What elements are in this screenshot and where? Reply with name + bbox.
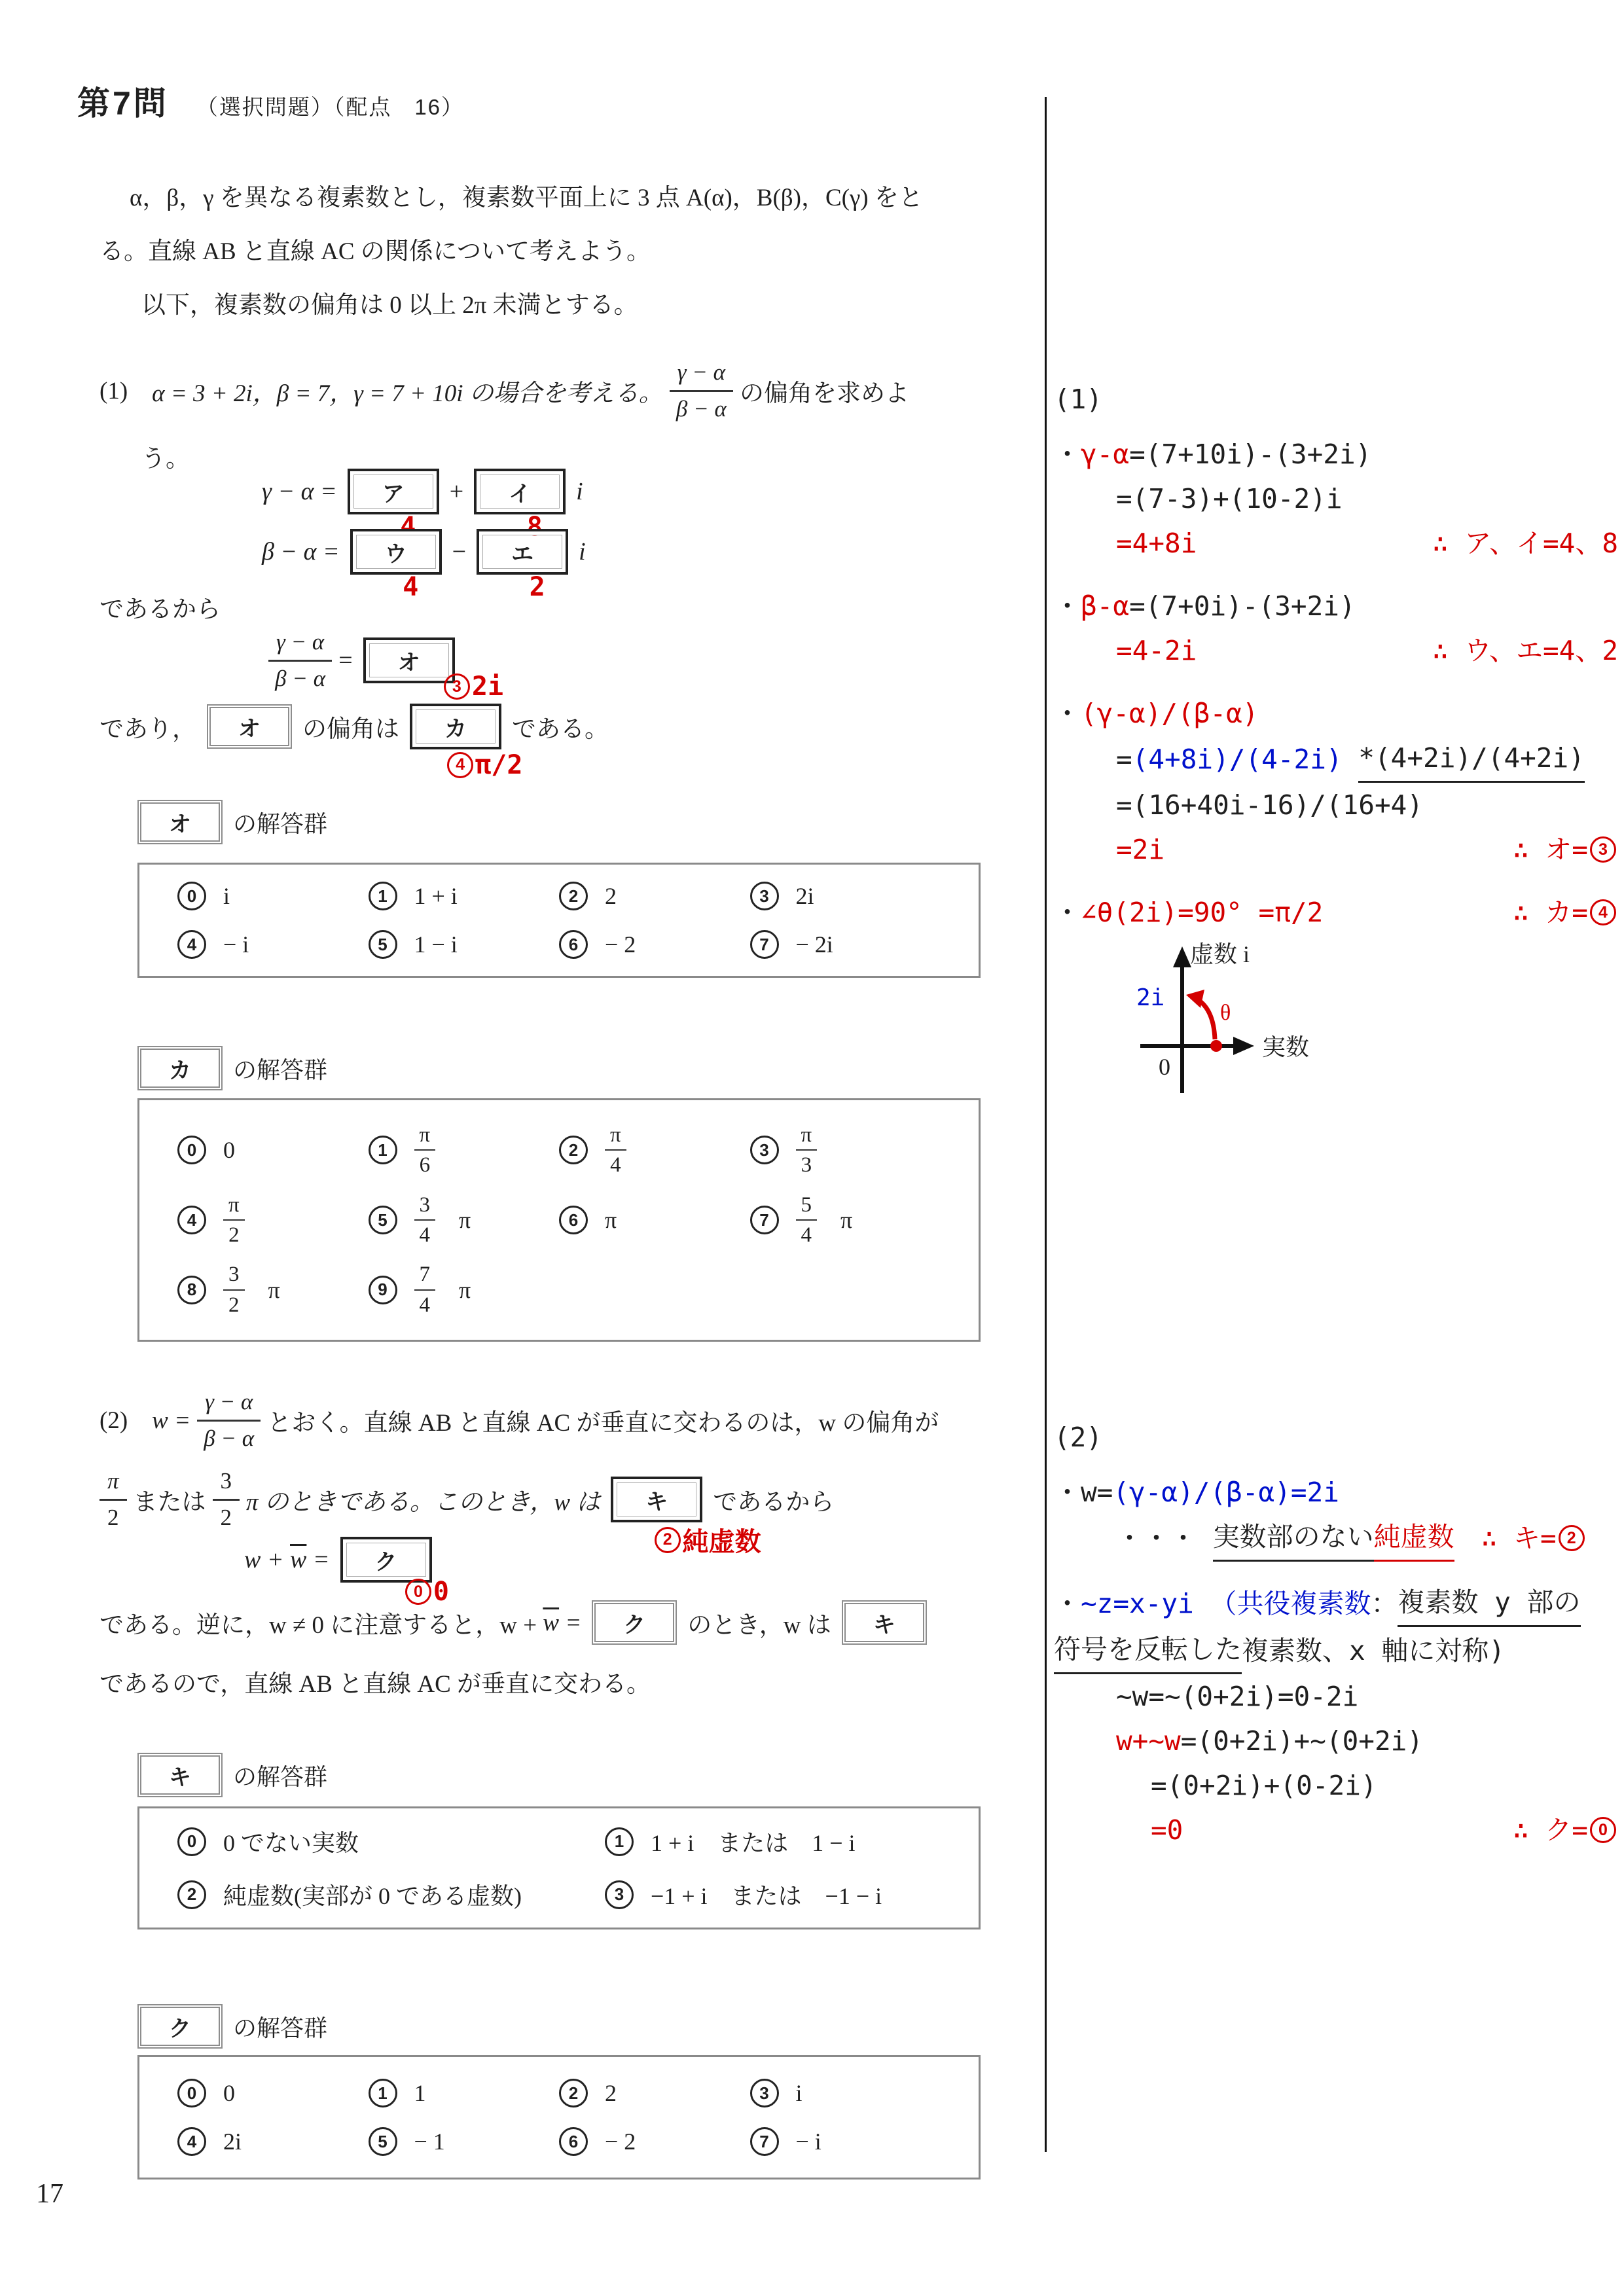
solution-text: =(7+10i)-(3+2i) [1129,439,1372,470]
option-value: π [840,1207,853,1233]
solution-text: ： [1371,1588,1398,1619]
option-number: 3 [605,1880,634,1909]
group-label-o: オ の解答群 [137,800,327,844]
solution-text: β-α [1081,590,1130,622]
problem-number: 第7問 [77,85,169,122]
solution-text: = [1116,744,1132,775]
option [177,882,369,910]
option-value: π [459,1276,471,1303]
part1-statement-post: の偏角を求めよ [740,380,910,407]
problem-intro [99,171,1036,332]
option-number: 3 [750,2079,779,2108]
option [559,1123,750,1177]
part2-label: (2) [99,1407,128,1434]
answer-box-ki: キ 2 純虚数 [611,1477,702,1522]
solution-text: ∴ ク= [1512,1814,1588,1846]
handwritten-answer-ku: 0 0 [403,1577,449,1607]
fraction: $\frac{\gamma - \alpha}{\beta - \alpha}$ [197,1390,261,1451]
page-number: 17 [36,2179,63,2209]
therefore-answer [1513,1808,1618,1852]
solution-text [1343,737,1359,781]
group-label-ka: カ の解答群 [137,1046,327,1090]
answer-options-ka [137,1098,981,1342]
solution-text: ・・・ [1116,1522,1213,1554]
option-number: 8 [177,1276,206,1304]
handwritten-answer-i: 8 [526,512,543,542]
option-value: π [459,1207,471,1233]
solution-text: ∴ キ= [1454,1522,1557,1554]
solution-text: 複素数、x 軸に対称) [1242,1635,1506,1666]
group-label-ku: ク の解答群 [137,2004,327,2049]
option-number: 4 [177,930,206,959]
therefore-answer [1513,827,1618,872]
option-value: 2 [605,2080,617,2106]
solution-line [1054,1627,1618,1674]
answer-box-e: エ 2 [477,529,568,575]
solution-line [1054,1808,1618,1852]
answer-box-ku: ク 0 0 [340,1537,432,1583]
option [559,2127,750,2156]
solution-text: =4+8i [1116,528,1197,559]
imaginary-axis-arrow [1173,946,1191,967]
solution-line [1054,1763,1618,1808]
solution-text: ・ [1054,698,1081,729]
option-value: − 2 [605,2128,636,2155]
option-number: 0 [177,1827,206,1856]
option-fraction: π 4 [605,1123,626,1177]
answer-box-o: オ 3 2i [363,637,455,683]
solution-line [1054,1515,1618,1562]
solution-line [1054,521,1618,565]
fraction: $\frac{\gamma - \alpha}{\beta - \alpha}$ [268,630,332,691]
solution-text: ∴ ア、イ=4、8 [1432,528,1618,559]
solution-text: =0 [1151,1814,1183,1846]
option-value: 1 [414,2080,426,2106]
origin-label: 0 [1159,1054,1170,1080]
solution-text: ・ [1054,1477,1081,1508]
option-number: 6 [559,2127,588,2156]
solution-text: =(16+40i-16)/(16+4) [1116,789,1423,821]
option-value: 1 + i [414,883,458,909]
solution-text: ∠θ(2i)=90° =π/2 [1081,897,1324,928]
solution-text: 実数部のない [1213,1515,1374,1562]
real-axis-label: 実数 [1262,1034,1310,1060]
solution-text: 符号を反転した [1054,1627,1242,1674]
handwritten-answer-o: 3 2i [442,672,503,702]
solution-text: =(7+0i)-(3+2i) [1129,590,1356,622]
handwritten-answer-a: 4 [400,512,416,542]
point-on-real-axis [1210,1040,1222,1052]
option [177,1123,369,1177]
solution-text: ∴ オ= [1512,834,1588,865]
option-value: i [223,883,230,909]
solution-text: ~z=x-yi （共役複素数 [1081,1588,1371,1619]
solution-line [1054,1674,1618,1719]
option-number: 1 [369,882,397,910]
circled-answer-number: 0 [1590,1817,1616,1843]
fraction: 3 2 [213,1469,240,1530]
group-label-ki: キ の解答群 [137,1753,327,1797]
intro-line: 以下，複素数の偏角は 0 以上 2π 未満とする。 [141,292,638,319]
solution-text: =2i [1116,834,1165,865]
option-number: 4 [177,2127,206,2156]
option-number: 7 [750,930,779,959]
solution-text: =(0+2i)+(0-2i) [1151,1770,1377,1801]
therefore-answer [1432,521,1618,565]
intro-line: α，β，γ を異なる複素数とし，複素数平面上に 3 点 A(α)，B(β)，C(γ) をと [130,185,923,211]
option-value: − i [795,2128,821,2155]
circled-answer-number: 4 [1590,899,1616,925]
option-fraction: π 3 [796,1123,818,1177]
option-value: 0 でない実数 [223,1830,359,1856]
circled-answer-number: 3 [1590,836,1616,863]
solution-part1 [1054,377,1618,935]
option [177,930,369,959]
equation-beta-alpha: β − α = ウ 4 − エ 2 i [262,529,586,575]
option-number: 6 [559,930,588,959]
solution-text: ∴ ウ、エ=4、2 [1432,635,1618,666]
option-value: − i [223,931,249,958]
option-number: 5 [369,1206,397,1234]
option-fraction: 3 4 [414,1193,436,1247]
option-value: 純虚数(実部が 0 である虚数) [223,1883,522,1909]
theta-label: θ [1220,1001,1231,1025]
option-number: 3 [750,882,779,910]
option [177,1878,605,1911]
option [369,882,560,910]
option-value: 1 − i [414,931,458,958]
part1-statement: α = 3 + 2i，β = 7，γ = 7 + 10i の場合を考える。 [152,380,663,407]
solution-text: =(0+2i)+~(0+2i) [1180,1725,1424,1757]
option [750,930,941,959]
part1 [99,348,1036,474]
part1-statement-cont: う。 [141,446,190,473]
w-bar: $\overline{w}$ [543,1609,560,1636]
option-fraction: 5 4 [796,1193,818,1247]
solution-line [1054,827,1618,872]
therefore-answer [1513,890,1618,935]
solution-text: (4+8i)/(4-2i) [1132,744,1343,775]
fraction: γ − α β − α [670,360,733,422]
solution-part2-lines [1054,1470,1618,1852]
option-value: − 2i [795,931,833,958]
option-value: 1 + i または 1 − i [650,1830,856,1856]
solution-line [1054,628,1618,673]
ref-box-ku: ク [592,1600,677,1645]
option-number: 5 [369,930,397,959]
option-fraction: 7 4 [414,1263,436,1317]
option-fraction: π 6 [414,1123,436,1177]
answer-box-ka: カ 4 π/2 [410,704,501,749]
real-axis-arrow [1233,1037,1254,1055]
option [177,1263,369,1317]
option [750,1193,941,1247]
ref-box-o: オ [207,704,292,749]
w-bar: $\overline{w}$ [290,1546,307,1573]
option [369,2127,560,2156]
option-value: 2i [795,883,814,909]
column-divider [1045,97,1047,2152]
solution-line [1054,1580,1618,1627]
option-number: 6 [559,1206,588,1234]
solution-text: ・ [1054,590,1081,622]
option-number: 0 [177,1136,206,1164]
solution-text: 複素数 y 部の [1398,1580,1580,1627]
solution-text: ・ [1054,1588,1081,1619]
option-number: 2 [559,2079,588,2108]
option-value: 0 [223,2080,235,2106]
solution-text: (γ-α)/(β-α) [1081,698,1259,729]
argument-line: であり， オ の偏角は カ 4 π/2 である。 [99,704,609,749]
option-value: i [795,2080,803,2106]
option-number: 9 [369,1276,397,1304]
problem-subtitle: （選択問題）（配点 16） [196,95,465,119]
answer-box-i: イ 8 [474,469,566,514]
solution-part1-lines [1054,432,1618,935]
solution-text: w= [1081,1477,1113,1508]
intro-line: る。直線 AB と直線 AC の関係について考えよう。 [99,238,651,265]
option [750,2079,941,2108]
option [177,1825,605,1858]
solution-text: *(4+2i)/(4+2i) [1358,736,1585,783]
solution-part2-label: (2) [1054,1422,1103,1453]
therefore-answer [1432,628,1618,673]
solution-text: (γ-α)/(β-α)=2i [1113,1477,1339,1508]
answer-options-ku [137,2055,981,2179]
option [369,2079,560,2108]
converse-line: である。逆に，w ≠ 0 に注意すると，w + $\overline{w}$ = ク のとき，w は キ [99,1600,937,1645]
ref-box-ki: キ [842,1600,927,1645]
handwritten-answer-u: 4 [403,572,419,602]
since-text: であるから [99,596,221,623]
option-number: 7 [750,1206,779,1234]
solution-text: 純虚数 [1374,1515,1454,1562]
solution-line [1054,584,1618,628]
solution-text: =(7-3)+(10-2)i [1116,483,1343,514]
answer-options-o [137,863,981,978]
option-number: 0 [177,882,206,910]
option-number: 3 [750,1136,779,1164]
option [369,1123,560,1177]
solution-text: ~w=~(0+2i)=0-2i [1116,1681,1359,1712]
option [559,930,750,959]
option [559,882,750,910]
solution-line [1054,432,1618,476]
option-number: 2 [559,882,588,910]
option [177,2079,369,2108]
option [605,1825,941,1858]
answer-box-u: ウ 4 [350,529,442,575]
option-number: 1 [369,2079,397,2108]
option-number: 1 [369,1136,397,1164]
solution-line [1054,691,1618,736]
option [750,1123,941,1177]
option [177,2127,369,2156]
option-number: 2 [177,1880,206,1909]
option [369,1193,560,1247]
option-value: − 1 [414,2128,445,2155]
option-number: 4 [177,1206,206,1234]
option-value: 0 [223,1137,235,1164]
answer-box-a: ア 4 [348,469,439,514]
option-number: 2 [559,1136,588,1164]
problem-header [77,77,464,124]
solution-line [1054,476,1618,521]
option-value: 2i [223,2128,242,2155]
complex-plane-diagram [1125,941,1341,1105]
option-fraction: π 2 [223,1193,245,1247]
solution-line [1054,783,1618,827]
option [750,882,941,910]
solution-text: =4-2i [1116,635,1197,666]
option-value: −1 + i または −1 − i [650,1883,882,1909]
handwritten-answer-ka: 4 π/2 [445,750,522,780]
handwritten-answer-e: 2 [529,572,545,602]
solution-text: ∴ カ= [1512,897,1588,928]
option [177,1193,369,1247]
option-value: π [605,1207,617,1233]
solution-line [1054,890,1618,935]
equation-w-conjugate: w + $\overline{w}$ = ク 0 0 [244,1537,442,1583]
handwritten-answer-ki: 2 純虚数 [653,1521,761,1558]
solution-text: ・ [1054,439,1081,470]
option [559,1193,750,1247]
solution-line [1054,1719,1618,1763]
conclusion-line: であるので，直線 AB と直線 AC が垂直に交わる。 [99,1671,651,1698]
solution-line [1054,1470,1618,1515]
option-value: 2 [605,883,617,909]
solution-text: w+~w [1116,1725,1181,1757]
option-number: 0 [177,2079,206,2108]
equation-quotient: $\frac{\gamma - \alpha}{\beta - \alpha}$ = オ 3 2i [262,630,465,691]
point-2i-label: 2i [1136,984,1165,1011]
answer-options-ki [137,1806,981,1929]
equation-gamma-alpha: γ − α = ア 4 + イ 8 i [262,469,583,514]
solution-text: ・ [1054,897,1081,928]
solution-line [1054,736,1618,783]
part2: (2) w = $\frac{\gamma - \alpha}{\beta - \alpha}$ とおく。直線 AB と直線 AC が垂直に交わるのは，w の偏角が π 2 または 3 2 π のときである。このとき，w は キ 2 純虚数 であるから [99,1389,939,1558]
option [605,1878,941,1911]
option [559,2079,750,2108]
fraction: π 2 [99,1469,127,1530]
imaginary-axis-label: 虚数 i [1190,941,1250,967]
circled-answer-number: 2 [1559,1525,1585,1551]
part1-label: (1) [99,377,128,404]
solution-part2 [1054,1415,1618,1852]
solution-part1-label: (1) [1054,384,1103,415]
option-number: 1 [605,1827,634,1856]
option-number: 7 [750,2127,779,2156]
option-fraction: 3 2 [223,1263,245,1317]
option [369,930,560,959]
option-value: − 2 [605,931,636,958]
solution-text: γ-α [1081,439,1130,470]
option [369,1263,560,1317]
option-number: 5 [369,2127,397,2156]
option [750,2127,941,2156]
option-value: π [268,1276,280,1303]
